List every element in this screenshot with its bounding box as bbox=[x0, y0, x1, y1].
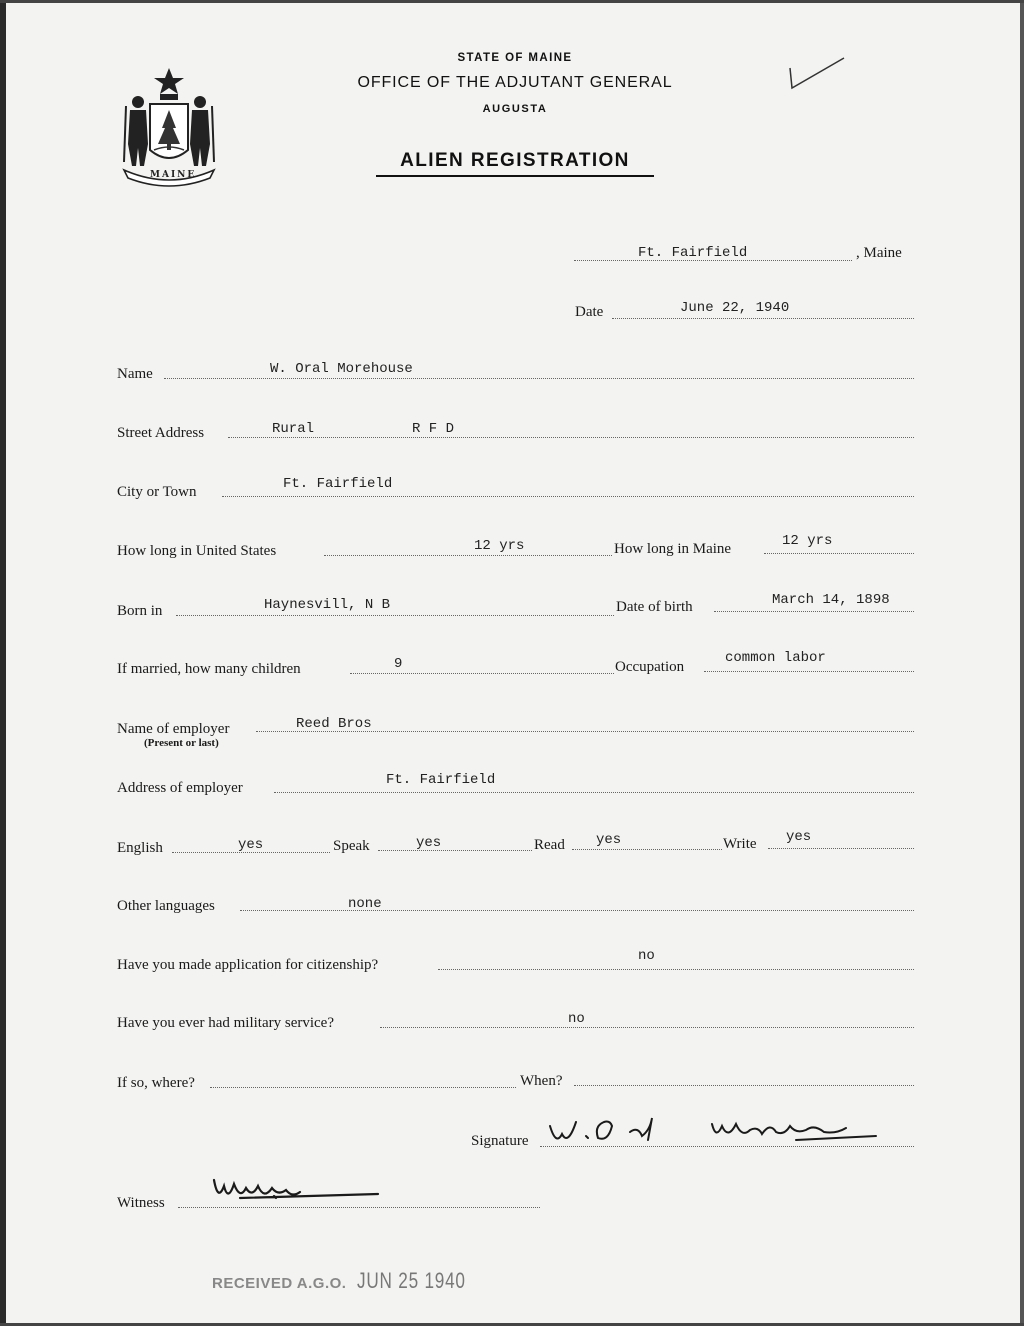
read-label: Read bbox=[534, 837, 565, 853]
employer-address-label: Address of employer bbox=[117, 780, 243, 796]
signature-handwriting bbox=[546, 1112, 886, 1152]
employer-value: Reed Bros bbox=[296, 716, 372, 732]
english-value: yes bbox=[238, 837, 264, 853]
received-stamp bbox=[212, 1268, 496, 1294]
how-long-us-value: 12 yrs bbox=[474, 538, 525, 554]
employer-address-value: Ft. Fairfield bbox=[386, 772, 496, 788]
date-of-birth-line bbox=[714, 611, 914, 612]
city-or-town-label: City or Town bbox=[117, 484, 197, 500]
header-city: AUGUSTA bbox=[482, 103, 548, 115]
employer-label: Name of employer bbox=[117, 721, 230, 737]
date-value: June 22, 1940 bbox=[680, 300, 790, 316]
occupation-value: common labor bbox=[725, 650, 826, 666]
city-or-town-line bbox=[222, 496, 914, 497]
seal-banner-text: MAINE bbox=[150, 170, 197, 180]
town-value: Ft. Fairfield bbox=[638, 245, 748, 261]
read-line bbox=[572, 849, 722, 850]
street-address-label: Street Address bbox=[117, 425, 205, 441]
when-label: When? bbox=[520, 1073, 563, 1089]
born-in-line bbox=[176, 615, 614, 616]
write-value: yes bbox=[786, 829, 812, 845]
how-long-us-label: How long in United States bbox=[117, 543, 277, 559]
how-long-maine-label: How long in Maine bbox=[614, 541, 732, 557]
street-address-line bbox=[228, 437, 914, 438]
street-address-value-2: R F D bbox=[412, 421, 455, 437]
how-long-maine-value: 12 yrs bbox=[782, 533, 833, 549]
other-languages-value: none bbox=[348, 896, 382, 912]
date-line bbox=[612, 318, 914, 319]
employer-address-line bbox=[274, 792, 914, 793]
signature-label: Signature bbox=[471, 1133, 529, 1149]
children-value: 9 bbox=[394, 656, 403, 672]
check-mark-icon bbox=[786, 54, 848, 94]
maine-label: , Maine bbox=[856, 245, 902, 261]
military-label: Have you ever had military service? bbox=[117, 1015, 334, 1031]
date-of-birth-value: March 14, 1898 bbox=[772, 592, 890, 608]
other-languages-line bbox=[240, 910, 914, 911]
name-value: W. Oral Morehouse bbox=[270, 361, 413, 377]
received-stamp-date: JUN 25 1940 bbox=[356, 1268, 466, 1293]
header-state: STATE OF MAINE bbox=[457, 52, 573, 64]
witness-line bbox=[178, 1207, 540, 1208]
read-value: yes bbox=[596, 832, 622, 848]
employer-note: (Present or last) bbox=[144, 737, 219, 749]
write-label: Write bbox=[723, 836, 757, 852]
scan-edge-top bbox=[0, 0, 1024, 3]
how-long-us-line bbox=[324, 555, 612, 556]
children-line bbox=[350, 673, 614, 674]
name-line bbox=[164, 378, 914, 379]
scan-edge-right bbox=[1020, 0, 1024, 1326]
english-label: English bbox=[117, 840, 163, 856]
scan-edge-left bbox=[0, 0, 6, 1326]
military-line bbox=[380, 1027, 914, 1028]
children-label: If married, how many children bbox=[117, 661, 301, 677]
military-value: no bbox=[568, 1011, 585, 1027]
write-line bbox=[768, 848, 914, 849]
header-office: OFFICE OF THE ADJUTANT GENERAL bbox=[357, 74, 673, 91]
witness-label: Witness bbox=[117, 1195, 165, 1211]
occupation-line bbox=[704, 671, 914, 672]
born-in-label: Born in bbox=[117, 603, 163, 619]
citizenship-value: no bbox=[638, 948, 655, 964]
date-of-birth-label: Date of birth bbox=[616, 599, 693, 615]
city-or-town-value: Ft. Fairfield bbox=[283, 476, 393, 492]
other-languages-label: Other languages bbox=[117, 898, 215, 914]
when-line bbox=[574, 1085, 914, 1086]
date-label: Date bbox=[575, 304, 604, 320]
citizenship-label: Have you made application for citizenship? bbox=[117, 957, 379, 973]
occupation-label: Occupation bbox=[615, 659, 685, 675]
citizenship-line bbox=[438, 969, 914, 970]
born-in-value: Haynesvill, N B bbox=[264, 597, 391, 613]
speak-label: Speak bbox=[333, 838, 370, 854]
how-long-maine-line bbox=[764, 553, 914, 554]
where-line bbox=[210, 1087, 516, 1088]
speak-line bbox=[378, 850, 532, 851]
name-label: Name bbox=[117, 366, 153, 382]
speak-value: yes bbox=[416, 835, 442, 851]
witness-signature bbox=[210, 1174, 380, 1206]
form-title: ALIEN REGISTRATION bbox=[376, 150, 654, 177]
street-address-value-1: Rural bbox=[272, 421, 315, 437]
received-stamp-text: RECEIVED A.G.O. bbox=[212, 1275, 347, 1292]
where-label: If so, where? bbox=[117, 1075, 195, 1091]
